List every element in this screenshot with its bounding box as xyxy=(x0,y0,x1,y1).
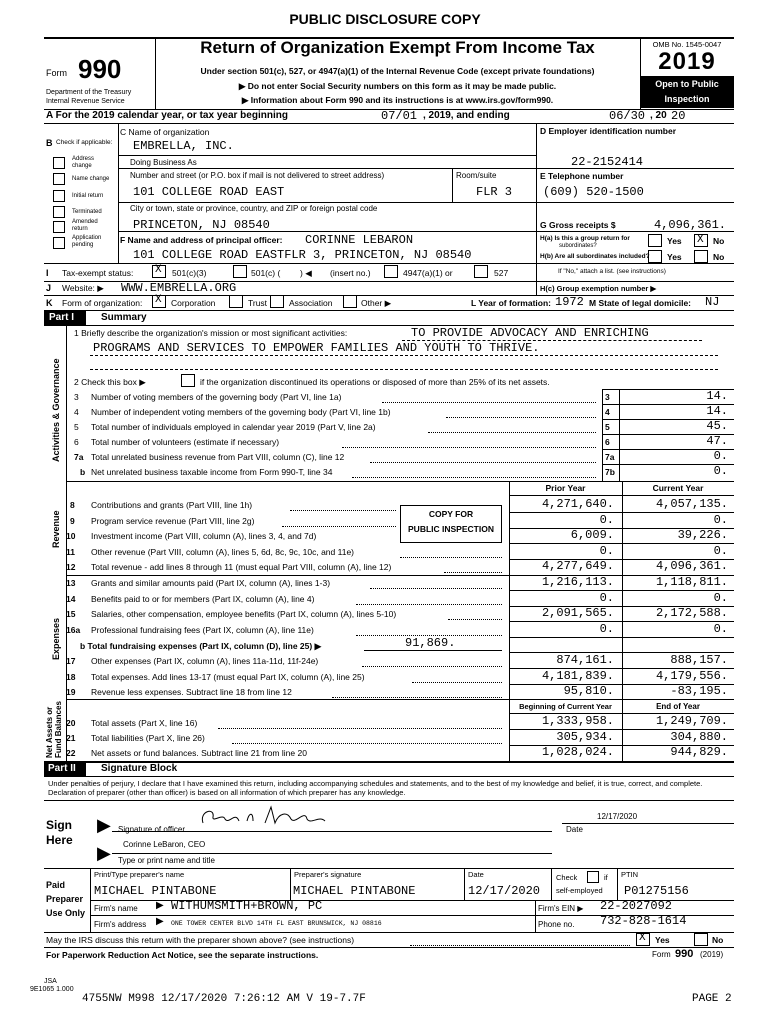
discuss-no-box[interactable] xyxy=(694,933,708,946)
line19-current[interactable]: -83,195. xyxy=(670,684,728,698)
line15-text: Salaries, other compensation, employee benefits (Part IX, column (A), lines 5-10) xyxy=(91,609,397,619)
line14-num: 14 xyxy=(66,594,76,604)
form-title: Return of Organization Exempt From Income Tax xyxy=(200,38,595,57)
discuss-no-label: No xyxy=(712,935,724,945)
firm-ein[interactable]: 22-2027092 xyxy=(600,899,673,913)
firm-address-arrow-icon: ▶ xyxy=(156,916,164,927)
checkbox-application-pending[interactable] xyxy=(53,237,65,249)
line20-current[interactable]: 1,249,709. xyxy=(655,714,728,728)
state-value[interactable]: NJ xyxy=(705,295,720,309)
line21-prior[interactable]: 305,934. xyxy=(556,730,614,744)
line8-prior[interactable]: 4,271,640. xyxy=(541,497,614,511)
line7b-box: 7b xyxy=(605,467,615,477)
self-employed-label: self-employed xyxy=(556,886,603,895)
preparer-name[interactable]: MICHAEL PINTABONE xyxy=(94,884,217,898)
year-formed-value[interactable]: 1972 xyxy=(555,295,584,309)
checkbox-501c3-x: X xyxy=(155,264,162,276)
line13-num: 13 xyxy=(66,578,76,588)
line-j-letter: J xyxy=(46,283,52,293)
ha-no-x: X xyxy=(697,234,704,246)
firm-address[interactable]: ONE TOWER CENTER BLVD 14TH FL EAST BRUNSWICK, NJ 08816 xyxy=(171,920,382,927)
line18-text: Total expenses. Add lines 13-17 (must equal Part IX, column (A), line 25) xyxy=(91,672,365,682)
phone-value[interactable]: (609) 520-1500 xyxy=(543,185,644,199)
opt-corporation: Corporation xyxy=(171,298,216,308)
line3-value[interactable]: 14. xyxy=(706,389,728,403)
line16b-text: b Total fundraising expenses (Part IX, column (D), line 25) ▶ xyxy=(80,641,322,651)
type-name-label: Type or print name and title xyxy=(118,856,215,865)
line14-text: Benefits paid to or for members (Part IX, column (A), line 4) xyxy=(91,594,315,604)
line16a-current[interactable]: 0. xyxy=(713,622,728,636)
penalty-statement: Under penalties of perjury, I declare that I have examined this return, including accompanying schedules and statements, and to the best of my knowledge and belief, it is true, correct, and complete. Declaration of preparer (other than officer) is based on all information of which preparer has any knowledge. xyxy=(48,779,703,797)
tax-year-end-yy[interactable]: 20 xyxy=(671,109,686,123)
preparer-signature[interactable]: MICHAEL PINTABONE xyxy=(293,884,416,898)
prep-name-label: Print/Type preparer's name xyxy=(94,870,185,879)
opt-527: 527 xyxy=(494,268,509,278)
opt-501c-insert: (insert no.) xyxy=(330,268,371,278)
line4-box: 4 xyxy=(605,407,610,417)
line10-num: 10 xyxy=(66,531,76,541)
ha-no-label: No xyxy=(713,236,725,246)
jsa-code: 9E1065 1.000 xyxy=(30,986,74,993)
opt-other: Other ▶ xyxy=(361,298,392,308)
side-net-assets-a: Net Assets or xyxy=(45,706,54,758)
sign-arrow-icon: ▶ xyxy=(97,815,111,835)
date-label: Date xyxy=(566,825,583,834)
ssn-warning: ▶ Do not enter Social Security numbers on this form as it may be made public. xyxy=(238,81,557,91)
opt-association: Association xyxy=(289,298,333,308)
line8-current[interactable]: 4,057,135. xyxy=(655,497,728,511)
line16a-prior[interactable]: 0. xyxy=(599,622,614,636)
tax-exempt-label: Tax-exempt status: xyxy=(62,268,134,278)
check-label: Check xyxy=(556,873,578,882)
line7a-text: Total unrelated business revenue from Part VIII, column (C), line 12 xyxy=(91,452,345,462)
self-employed-box[interactable] xyxy=(587,871,599,883)
gross-receipts-value[interactable]: 4,096,361. xyxy=(654,218,727,232)
opt-4947: 4947(a)(1) or xyxy=(403,268,453,278)
part1-tag: Part I xyxy=(49,312,75,323)
opt-501c: 501(c) ( xyxy=(251,268,281,278)
line6-box: 6 xyxy=(605,437,610,447)
dept-line2: Internal Revenue Service xyxy=(46,98,125,105)
footer-form-year: (2019) xyxy=(700,950,724,959)
line2-label: 2 Check this box ▶ xyxy=(74,377,146,387)
check-name-change: Name change xyxy=(72,176,110,182)
checkbox-amended[interactable] xyxy=(53,221,65,233)
part1-title: Summary xyxy=(101,312,147,323)
officer-label: F Name and address of principal officer: xyxy=(120,235,283,245)
line18-num: 18 xyxy=(66,672,76,682)
checkbox-association[interactable] xyxy=(270,295,284,308)
check-initial-return: Initial return xyxy=(72,193,104,199)
line22-current[interactable]: 944,829. xyxy=(670,745,728,759)
col-end-year: End of Year xyxy=(656,702,700,711)
checkbox-trust[interactable] xyxy=(229,295,243,308)
ha-yes-label: Yes xyxy=(667,236,682,246)
room-label: Room/suite xyxy=(456,171,497,180)
line9-current[interactable]: 0. xyxy=(713,513,728,527)
line3-box: 3 xyxy=(605,392,610,402)
line-b-label: Check if applicable: xyxy=(56,139,113,146)
phone-no-label: Phone no. xyxy=(538,920,575,929)
line13-text: Grants and similar amounts paid (Part IX, column (A), lines 1-3) xyxy=(91,578,331,588)
line5-value[interactable]: 45. xyxy=(706,419,728,433)
line9-prior[interactable]: 0. xyxy=(599,513,614,527)
form-of-org-label: Form of organization: xyxy=(62,298,143,308)
firm-name-label: Firm's name xyxy=(94,904,138,913)
line6-num: 6 xyxy=(74,437,79,447)
officer-signature[interactable] xyxy=(195,803,345,831)
sign-arrow-icon-2: ▶ xyxy=(97,843,111,863)
footer-form-number: 990 xyxy=(675,948,694,960)
line11-prior[interactable]: 0. xyxy=(599,544,614,558)
hb-no-label: No xyxy=(713,252,725,262)
mission-line-a[interactable]: TO PROVIDE ADVOCACY AND ENRICHING xyxy=(411,326,649,340)
hc-label: H(c) Group exemption number ▶ xyxy=(540,284,657,293)
line6-text: Total number of volunteers (estimate if necessary) xyxy=(91,437,280,447)
tax-year-end[interactable]: 06/30 xyxy=(609,109,646,123)
firm-ein-label: Firm's EIN ▶ xyxy=(538,904,584,913)
year-formed-label: L Year of formation: xyxy=(471,298,551,308)
discuss-yes-label: Yes xyxy=(655,935,670,945)
sign-here-2: Here xyxy=(46,833,73,847)
line20-num: 20 xyxy=(66,718,76,728)
line-k-letter: K xyxy=(46,298,53,308)
part2-tag: Part II xyxy=(48,763,76,774)
prep-date-label: Date xyxy=(468,870,484,879)
col-current-year: Current Year xyxy=(652,483,704,493)
if-label: if xyxy=(604,873,608,882)
city-state-zip[interactable]: PRINCETON, NJ 08540 xyxy=(133,218,270,232)
hb-yes-label: Yes xyxy=(667,252,682,262)
sign-here-1: Sign xyxy=(46,818,72,832)
opt-501c3: 501(c)(3) xyxy=(172,268,207,278)
check-amended: Amended return xyxy=(72,219,98,232)
line9-text: Program service revenue (Part VIII, line 2g) xyxy=(91,516,255,526)
firm-phone[interactable]: 732-828-1614 xyxy=(600,914,687,928)
col-prior-year: Prior Year xyxy=(545,483,586,493)
dba-label: Doing Business As xyxy=(130,158,197,167)
form-word: Form xyxy=(46,68,67,78)
check-address-change: Address change xyxy=(72,156,95,169)
officer-name[interactable]: CORINNE LEBARON xyxy=(305,233,414,247)
line4-text: Number of independent voting members of the governing body (Part VI, line 1b) xyxy=(91,407,391,417)
line22-num: 22 xyxy=(66,748,76,758)
line21-text: Total liabilities (Part X, line 26) xyxy=(91,733,205,743)
line14-current[interactable]: 0. xyxy=(713,591,728,605)
org-name[interactable]: EMBRELLA, INC. xyxy=(133,139,234,153)
part2-title: Signature Block xyxy=(101,763,178,774)
line7b-text: Net unrelated business taxable income from Form 990-T, line 34 xyxy=(91,467,333,477)
paperwork-notice: For Paperwork Reduction Act Notice, see the separate instructions. xyxy=(46,950,319,960)
line17-prior[interactable]: 874,161. xyxy=(556,653,614,667)
prep-sig-label: Preparer's signature xyxy=(294,870,362,879)
form-subtitle: Under section 501(c), 527, or 4947(a)(1) of the Internal Revenue Code (except private foundations) xyxy=(200,66,595,76)
line11-text: Other revenue (Part VIII, column (A), lines 5, 6d, 8c, 9c, 10c, and 11e) xyxy=(91,547,354,557)
line12-num: 12 xyxy=(66,562,76,572)
line19-prior[interactable]: 95,810. xyxy=(563,684,614,698)
checkbox-4947[interactable] xyxy=(384,265,398,278)
line1-label: 1 Briefly describe the organization's mission or most significant activities: xyxy=(74,328,348,338)
firm-address-label: Firm's address xyxy=(94,920,147,929)
footer-form-word: Form xyxy=(652,950,671,959)
hb-no-box[interactable] xyxy=(694,250,708,263)
line15-current[interactable]: 2,172,588. xyxy=(655,606,728,620)
line21-num: 21 xyxy=(66,733,76,743)
line-a-mid: , 2019, and ending xyxy=(423,110,510,121)
firm-name-arrow-icon: ▶ xyxy=(156,900,164,911)
side-net-assets-b: Fund Balances xyxy=(54,701,63,758)
ein-value[interactable]: 22-2152414 xyxy=(571,155,644,169)
line17-current[interactable]: 888,157. xyxy=(670,653,728,667)
discuss-yes-x: X xyxy=(639,932,646,944)
line14-prior[interactable]: 0. xyxy=(599,591,614,605)
line19-num: 19 xyxy=(66,687,76,697)
open-public-1: Open to Public xyxy=(655,79,719,89)
hb-note: If "No," attach a list. (see instructions) xyxy=(558,268,666,275)
line20-prior[interactable]: 1,333,958. xyxy=(541,714,614,728)
tax-year-begin[interactable]: 07/01 xyxy=(381,109,418,123)
side-activities-governance: Activities & Governance xyxy=(51,358,61,462)
line21-current[interactable]: 304,880. xyxy=(670,730,728,744)
room-suite[interactable]: FLR 3 xyxy=(476,185,513,199)
checkbox-501c[interactable] xyxy=(233,265,247,278)
side-revenue: Revenue xyxy=(51,510,61,548)
tax-year-end-20: , 20 xyxy=(650,110,667,121)
ha-label: H(a) Is this a group return for xyxy=(540,235,630,242)
line3-num: 3 xyxy=(74,392,79,402)
paid-label-3: Use Only xyxy=(46,908,86,918)
line20-text: Total assets (Part X, line 16) xyxy=(91,718,198,728)
line16a-text: Professional fundraising fees (Part IX, column (A), line 11e) xyxy=(91,625,314,635)
ptin-value[interactable]: P01275156 xyxy=(624,884,689,898)
line7a-value[interactable]: 0. xyxy=(713,449,728,463)
disclosure-heading: PUBLIC DISCLOSURE COPY xyxy=(289,11,481,27)
street-label: Number and street (or P.O. box if mail is not delivered to street address) xyxy=(130,171,385,180)
mission-line-b[interactable]: PROGRAMS AND SERVICES TO EMPOWER FAMILIES AND YOUTH TO THRIVE. xyxy=(93,341,540,355)
line16b-value[interactable]: 91,869. xyxy=(405,636,456,650)
city-label: City or town, state or province, country, and ZIP or foreign postal code xyxy=(130,204,378,213)
street-address[interactable]: 101 COLLEGE ROAD EAST xyxy=(133,185,285,199)
ha-yes-box[interactable] xyxy=(648,234,662,247)
line12-text: Total revenue - add lines 8 through 11 (must equal Part VIII, column (A), line 12) xyxy=(91,562,392,572)
copy-for-label: COPY FOR xyxy=(428,509,474,519)
line18-current[interactable]: 4,179,556. xyxy=(655,669,728,683)
checkbox-name-change[interactable] xyxy=(53,173,65,185)
omb-number: OMB No. 1545-0047 xyxy=(652,40,722,49)
print-stamp: 4755NW M998 12/17/2020 7:26:12 AM V 19-7.7F xyxy=(82,993,366,1005)
line-i-letter: I xyxy=(46,268,49,278)
line18-prior[interactable]: 4,181,839. xyxy=(541,669,614,683)
form-number: 990 xyxy=(78,54,122,84)
side-expenses: Expenses xyxy=(51,617,61,660)
line5-box: 5 xyxy=(605,422,610,432)
line17-text: Other expenses (Part IX, column (A), lines 11a-11d, 11f-24e) xyxy=(91,656,319,666)
opt-trust: Trust xyxy=(248,298,268,308)
line19-text: Revenue less expenses. Subtract line 18 from line 12 xyxy=(91,687,292,697)
gross-receipts-label: G Gross receipts $ xyxy=(540,220,616,230)
paid-label-2: Preparer xyxy=(46,894,84,904)
hb-label: H(b) Are all subordinates included? xyxy=(540,253,650,260)
line5-text: Total number of individuals employed in calendar year 2019 (Part V, line 2a) xyxy=(91,422,376,432)
check-terminated: Terminated xyxy=(72,209,102,215)
checkbox-other[interactable] xyxy=(343,295,357,308)
line7b-value[interactable]: 0. xyxy=(713,464,728,478)
ha-label2: subordinates? xyxy=(559,243,597,249)
phone-label: E Telephone number xyxy=(540,171,624,181)
line10-text: Investment income (Part VIII, column (A), lines 3, 4, and 7d) xyxy=(91,531,317,541)
line8-text: Contributions and grants (Part VIII, line 1h) xyxy=(91,500,253,510)
name-label: C Name of organization xyxy=(120,127,210,137)
line16a-num: 16a xyxy=(66,625,81,635)
line3-text: Number of voting members of the governing body (Part VI, line 1a) xyxy=(91,392,342,402)
public-inspection-label: PUBLIC INSPECTION xyxy=(408,524,494,534)
checkbox-initial-return[interactable] xyxy=(53,190,65,202)
ein-label: D Employer identification number xyxy=(540,126,677,136)
col-begin-year: Beginning of Current Year xyxy=(519,702,612,711)
state-label: M State of legal domicile: xyxy=(589,298,692,308)
line15-prior[interactable]: 2,091,565. xyxy=(541,606,614,620)
line-b-letter: B xyxy=(46,138,53,148)
line6-value[interactable]: 47. xyxy=(706,434,728,448)
info-link: ▶ Information about Form 990 and its instructions is at www.irs.gov/form990. xyxy=(241,95,554,105)
officer-typed-name[interactable]: Corinne LeBaron, CEO xyxy=(123,840,206,849)
check-application-pending: Application pending xyxy=(72,235,102,248)
hb-yes-box[interactable] xyxy=(648,250,662,263)
sig-label: Signature of officer xyxy=(118,825,186,834)
checkbox-terminated[interactable] xyxy=(53,206,65,218)
tax-year: 2019 xyxy=(658,48,716,75)
open-public-2: Inspection xyxy=(664,94,710,104)
line9-num: 9 xyxy=(70,516,75,526)
line17-num: 17 xyxy=(66,656,76,666)
website-value[interactable]: WWW.EMBRELLA.ORG xyxy=(121,281,237,295)
line13-prior[interactable]: 1,216,113. xyxy=(541,575,614,589)
jsa-label: JSA xyxy=(44,978,57,985)
checkbox-address-change[interactable] xyxy=(53,157,65,169)
line12-prior[interactable]: 4,277,649. xyxy=(541,559,614,573)
line5-num: 5 xyxy=(74,422,79,432)
line2-text: if the organization discontinued its operations or disposed of more than 25% of its net assets. xyxy=(200,377,550,387)
firm-name[interactable]: WITHUMSMITH+BROWN, PC xyxy=(171,899,323,913)
line22-prior[interactable]: 1,028,024. xyxy=(541,745,614,759)
line22-text: Net assets or fund balances. Subtract line 21 from line 20 xyxy=(91,748,307,758)
sign-date[interactable]: 12/17/2020 xyxy=(597,812,638,821)
line4-num: 4 xyxy=(74,407,79,417)
line13-current[interactable]: 1,118,811. xyxy=(655,575,728,589)
checkbox-527[interactable] xyxy=(474,265,488,278)
website-label: Website: ▶ xyxy=(62,283,104,293)
line15-num: 15 xyxy=(66,609,76,619)
line11-num: 11 xyxy=(66,547,75,557)
line11-current[interactable]: 0. xyxy=(713,544,728,558)
page-number: PAGE 2 xyxy=(692,993,732,1005)
preparer-date[interactable]: 12/17/2020 xyxy=(468,884,541,898)
officer-address[interactable]: 101 COLLEGE ROAD EASTFLR 3, PRINCETON, NJ 08540 xyxy=(133,248,472,262)
opt-501c-b: ) ◀ xyxy=(300,268,312,278)
line7b-num: b xyxy=(80,467,86,477)
line8-num: 8 xyxy=(70,500,75,510)
line4-value[interactable]: 14. xyxy=(706,404,728,418)
line10-current[interactable]: 39,226. xyxy=(677,528,728,542)
line7a-box: 7a xyxy=(605,452,615,462)
dept-line1: Department of the Treasury xyxy=(46,89,132,96)
line7a-num: 7a xyxy=(74,452,84,462)
ptin-label: PTIN xyxy=(621,870,639,879)
line10-prior[interactable]: 6,009. xyxy=(570,528,614,542)
line-a-label: A For the 2019 calendar year, or tax year beginning xyxy=(46,110,288,121)
discuss-question: May the IRS discuss this return with the preparer shown above? (see instructions) xyxy=(46,935,355,945)
paid-label-1: Paid xyxy=(46,880,66,890)
line12-current[interactable]: 4,096,361. xyxy=(655,559,728,573)
checkbox-corporation-x: X xyxy=(155,294,162,306)
checkbox-discontinued[interactable] xyxy=(181,374,195,387)
